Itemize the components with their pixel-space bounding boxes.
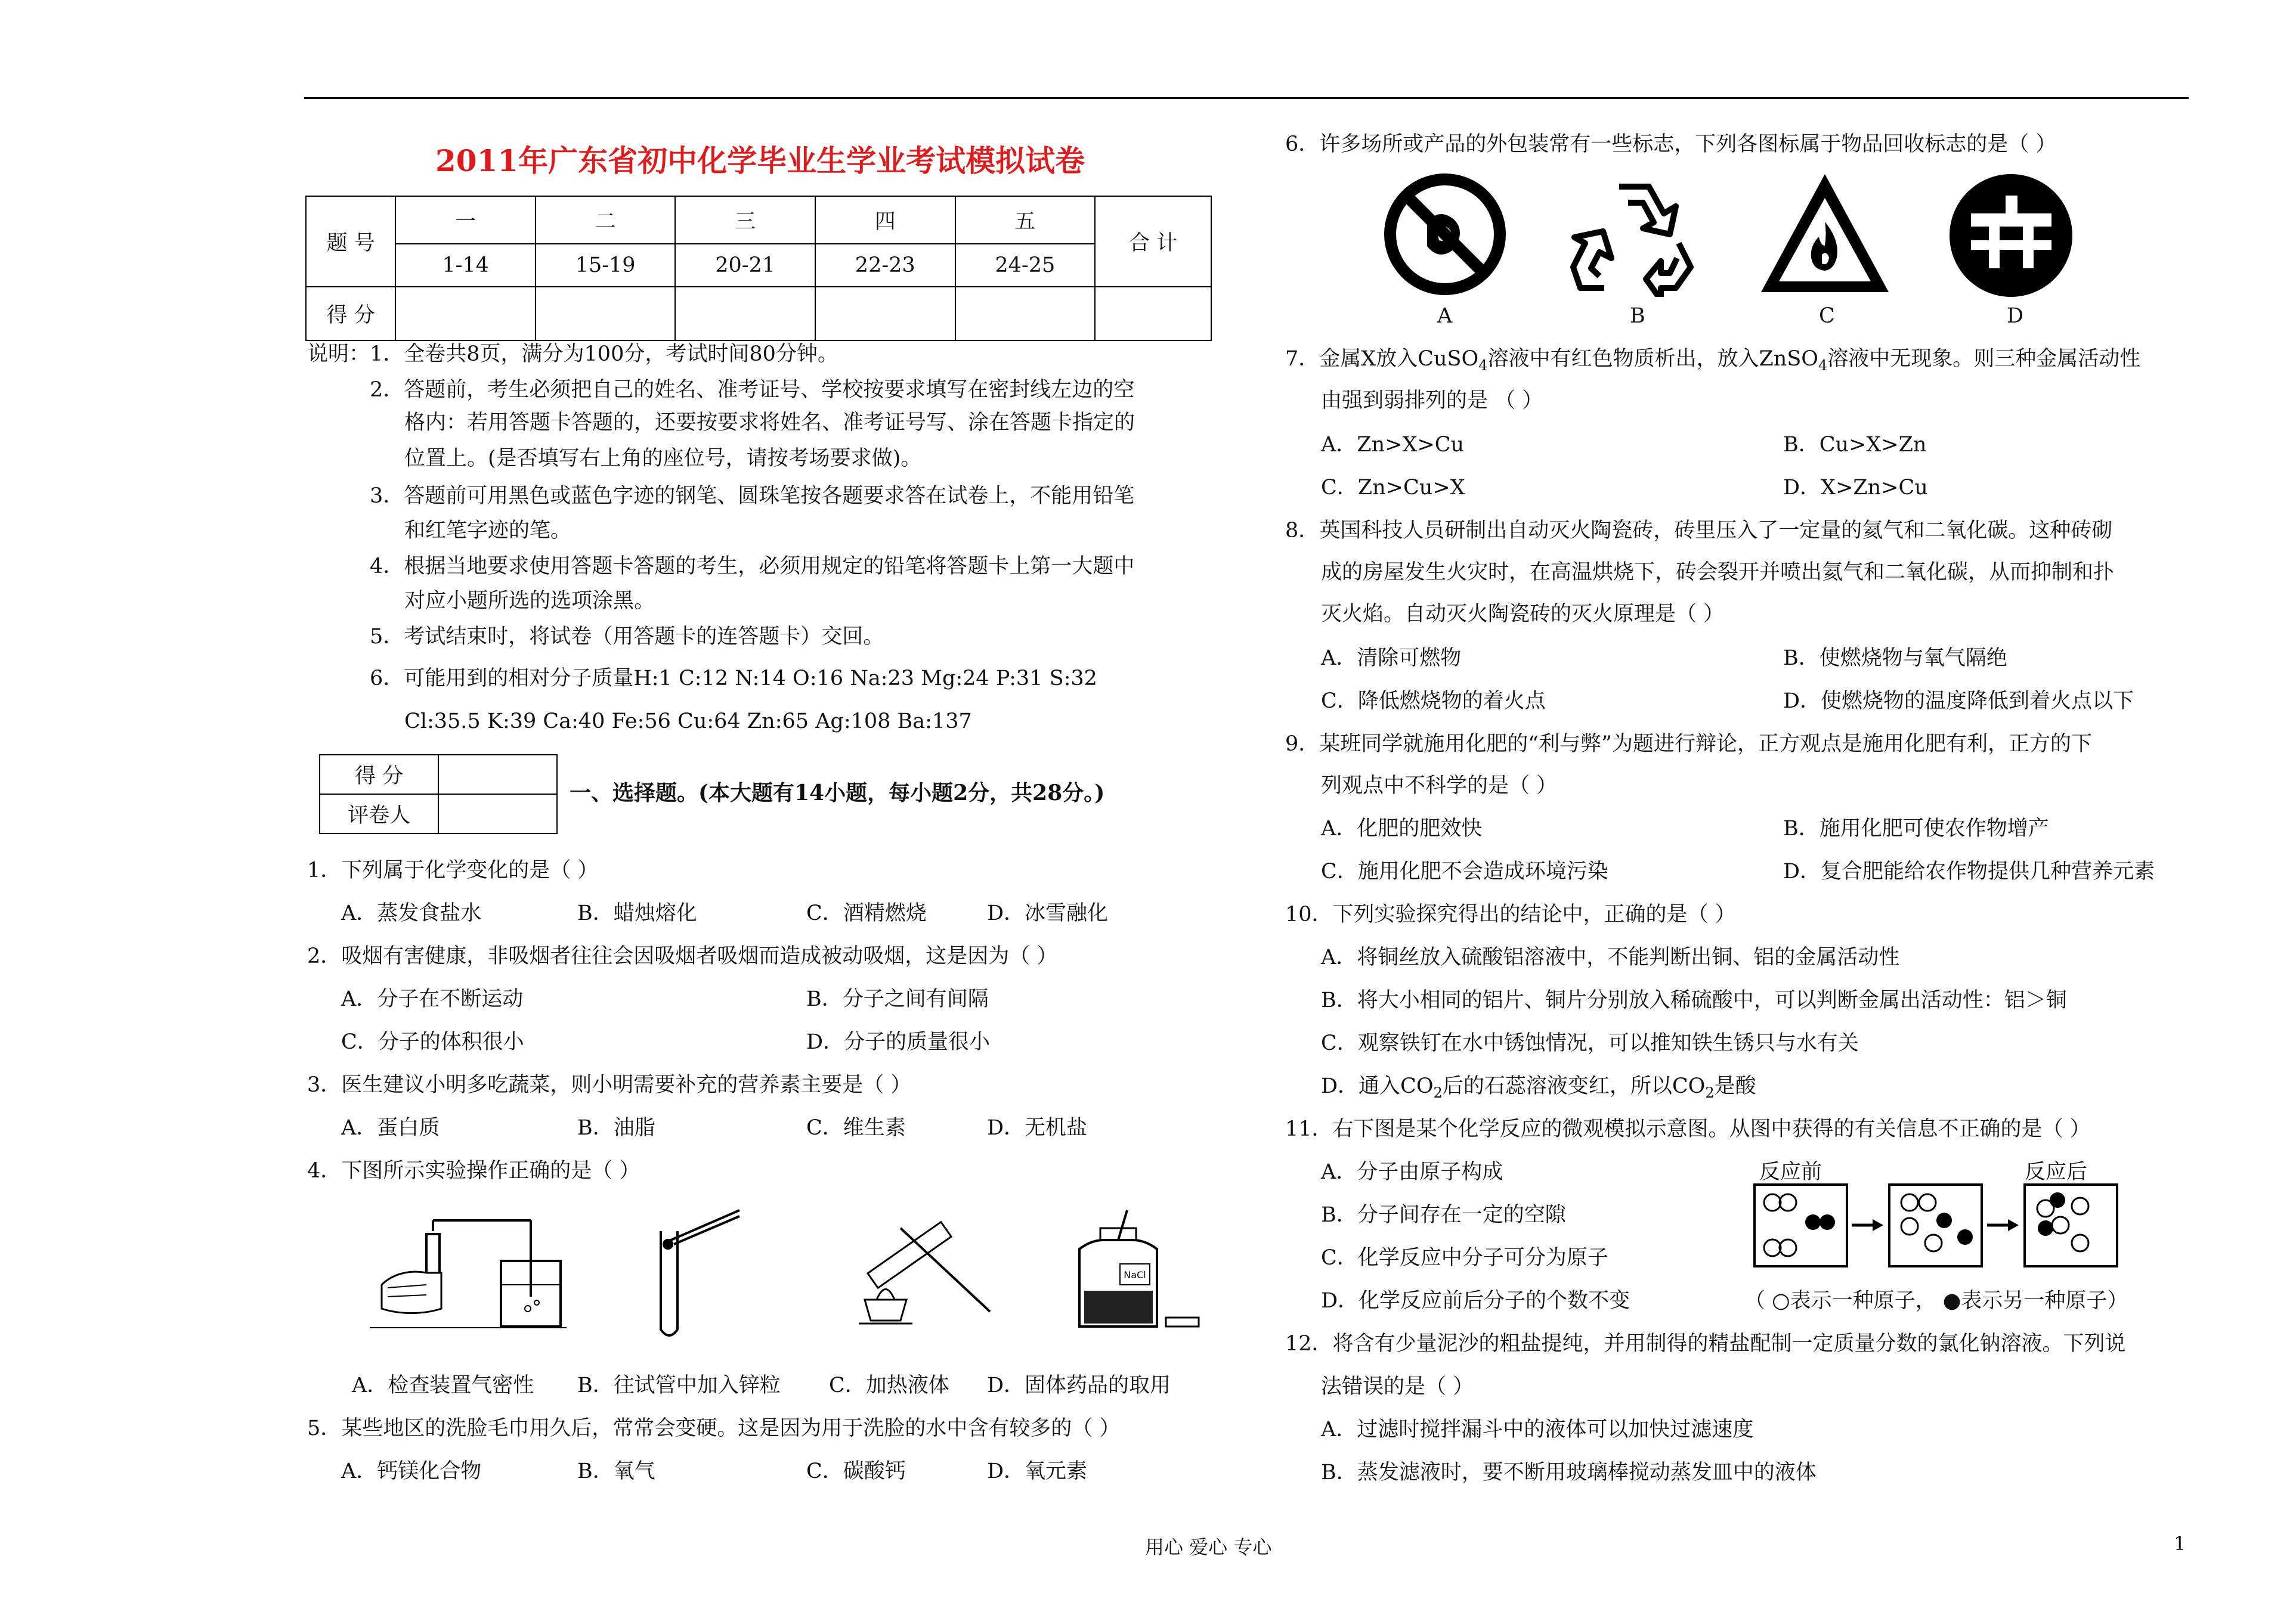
q11-option-d[interactable]: D．化学反应前后分子的个数不变	[1321, 1289, 1630, 1313]
q3-option-a[interactable]: A．蛋白质	[341, 1116, 440, 1140]
q1-option-a[interactable]: A．蒸发食盐水	[341, 901, 482, 925]
section-name-3: 三	[675, 196, 815, 244]
score-cell-3[interactable]	[675, 287, 815, 340]
q2-option-b[interactable]: B．分子之间有间隔	[806, 987, 989, 1011]
total-label: 合 计	[1095, 196, 1211, 287]
q4-option-a[interactable]: A．检查装置气密性	[352, 1374, 534, 1397]
instruction-6: 6．可能用到的相对分子质量H:1 C:12 N:14 O:16 Na:23 Mg:24 P:31 S:32	[370, 667, 1097, 690]
q8-option-d[interactable]: D．使燃烧物的温度降低到着火点以下	[1783, 689, 2134, 713]
instruction-4b: 对应小题所选的选项涂黑。	[404, 589, 655, 613]
q3-option-b[interactable]: B．油脂	[577, 1116, 655, 1140]
q12-stem-1: 12．将含有少量泥沙的粗盐提纯，并用制得的精盐配制一定质量分数的氯化钠溶液。下列说	[1285, 1332, 2126, 1356]
page-title: 2011年广东省初中化学毕业生学业考试模拟试卷	[435, 143, 1085, 178]
section-range-3: 20-21	[675, 244, 815, 287]
q10-d-text-1: D．通入CO	[1321, 1074, 1434, 1098]
q8-stem-3: 灭火焰。自动灭火陶瓷砖的灭火原理是（ ）	[1321, 602, 1725, 626]
q10-stem: 10．下列实验探究得出的结论中，正确的是（ ）	[1285, 903, 1736, 926]
score-cell-total[interactable]	[1095, 287, 1211, 340]
q11-after-label: 反应后	[2025, 1160, 2088, 1184]
q7-text-2: 溶液中有红色物质析出，放入ZnSO	[1487, 347, 1819, 371]
q3-stem: 3．医生建议小明多吃蔬菜，则小明需要补充的营养素主要是（ ）	[307, 1073, 912, 1097]
q11-reaction-diagram	[1753, 1183, 2135, 1270]
recycle-icon[interactable]	[1568, 172, 1700, 297]
q8-option-a[interactable]: A．清除可燃物	[1321, 646, 1462, 670]
q9-option-c[interactable]: C．施用化肥不会造成环境污染	[1321, 860, 1608, 884]
q10-d-sub-2: 2	[1705, 1084, 1715, 1101]
footer-motto: 用心 爱心 专心	[1145, 1536, 1272, 1558]
instruction-6b: Cl:35.5 K:39 Ca:40 Fe:56 Cu:64 Zn:65 Ag:108 Ba:137	[404, 709, 972, 733]
instruction-4: 4．根据当地要求使用答题卡答题的考生，必须用规定的铅笔将答题卡上第一大题中	[370, 554, 1135, 578]
q4-option-d[interactable]: D．固体药品的取用	[987, 1374, 1171, 1397]
q12-option-b[interactable]: B．蒸发滤液时，要不断用玻璃棒搅动蒸发皿中的液体	[1321, 1461, 1817, 1484]
page-number: 1	[2174, 1532, 2186, 1555]
q11-option-c[interactable]: C．化学反应中分子可分为原子	[1321, 1246, 1608, 1270]
score-row-label: 得 分	[306, 287, 395, 340]
q4-option-c[interactable]: C．加热液体	[829, 1374, 949, 1397]
q12-stem-2: 法错误的是（ ）	[1321, 1375, 1474, 1399]
grader-score-cell[interactable]	[438, 755, 557, 794]
q3-option-c[interactable]: C．维生素	[806, 1116, 906, 1140]
q7-sub-1: 4	[1478, 357, 1488, 374]
q7-option-a[interactable]: A．Zn>X>Cu	[1321, 433, 1465, 457]
q2-option-a[interactable]: A．分子在不断运动	[341, 987, 524, 1011]
q7-text-1: 7．金属X放入CuSO	[1285, 347, 1479, 371]
q6-label-c[interactable]: C	[1819, 304, 1835, 328]
q7-option-c[interactable]: C．Zn>Cu>X	[1321, 476, 1465, 500]
q7-text-3: 溶液中无现象。则三种金属活动性	[1827, 347, 2141, 371]
grader-table	[319, 754, 558, 834]
q10-option-c[interactable]: C．观察铁钉在水中锈蚀情况，可以推知铁生锈只与水有关	[1321, 1031, 1859, 1055]
q11-option-a[interactable]: A．分子由原子构成	[1321, 1160, 1503, 1184]
q8-stem-1: 8．英国科技人员研制出自动灭火陶瓷砖，砖里压入了一定量的氦气和二氧化碳。这种砖砌	[1285, 519, 2113, 543]
q10-d-sub-1: 2	[1433, 1084, 1443, 1101]
section-name-1: 一	[395, 196, 535, 244]
q5-option-c[interactable]: C．碳酸钙	[806, 1459, 906, 1483]
q12-option-a[interactable]: A．过滤时搅拌漏斗中的液体可以加快过滤速度	[1321, 1418, 1754, 1442]
q7-sub-2: 4	[1818, 357, 1828, 374]
grader-name-label: 评卷人	[320, 794, 438, 833]
q4-figure-a	[370, 1213, 567, 1332]
q7-option-d[interactable]: D．X>Zn>Cu	[1783, 476, 1928, 500]
q1-option-c[interactable]: C．酒精燃烧	[806, 901, 927, 925]
q10-d-text-2: 后的石蕊溶液变红，所以CO	[1442, 1074, 1706, 1098]
score-cell-4[interactable]	[815, 287, 955, 340]
q7-stem-line2: 由强到弱排列的是 （ ）	[1321, 389, 1543, 413]
section-range-4: 22-23	[815, 244, 955, 287]
q9-option-a[interactable]: A．化肥的肥效快	[1321, 817, 1483, 841]
q5-option-d[interactable]: D．氧元素	[987, 1459, 1088, 1483]
q6-label-b[interactable]: B	[1630, 304, 1645, 328]
q6-label-d[interactable]: D	[2007, 304, 2024, 328]
q10-option-b[interactable]: B．将大小相同的铝片、铜片分别放入稀硫酸中，可以判断金属出活动性：铝＞铜	[1321, 988, 2067, 1012]
q9-option-d[interactable]: D．复合肥能给农作物提供几种营养元素	[1783, 860, 2155, 884]
q9-stem-2: 列观点中不科学的是（ ）	[1321, 774, 1558, 798]
q1-option-d[interactable]: D．冰雪融化	[987, 901, 1109, 925]
q4-figure-b	[650, 1207, 757, 1344]
instruction-5: 5．考试结束时，将试卷（用答题卡的连答题卡）交回。	[370, 625, 884, 649]
q4-stem: 4．下图所示实验操作正确的是（ ）	[307, 1159, 640, 1183]
q7-stem	[1285, 345, 2140, 380]
score-cell-1[interactable]	[395, 287, 535, 340]
q8-option-c[interactable]: C．降低燃烧物的着火点	[1321, 689, 1546, 713]
instruction-2: 2．答题前，考生必须把自己的姓名、准考证号、学校按要求填写在密封线左边的空	[370, 378, 1135, 402]
q10-option-d[interactable]	[1321, 1072, 1756, 1107]
section-name-4: 四	[815, 196, 955, 244]
q11-before-label: 反应前	[1759, 1160, 1822, 1184]
score-table-header-label: 题 号	[306, 196, 395, 287]
grader-score-label: 得 分	[320, 755, 438, 794]
q7-option-b[interactable]: B．Cu>X>Zn	[1783, 433, 1927, 457]
q8-stem-2: 成的房屋发生火灾时，在高温烘烧下，砖会裂开并喷出氦气和二氧化碳，从而抑制和扑	[1321, 560, 2115, 584]
q11-stem: 11．右下图是某个化学反应的微观模拟示意图。从图中获得的有关信息不正确的是（ ）	[1285, 1117, 2091, 1141]
score-table	[305, 196, 1212, 341]
water-saving-icon[interactable]	[1947, 172, 2075, 300]
q11-legend: （ ○表示一种原子， ●表示另一种原子）	[1744, 1289, 2128, 1313]
q6-label-a[interactable]: A	[1437, 304, 1453, 328]
instruction-3: 3．答题前可用黑色或蓝色字迹的钢笔、圆珠笔按各题要求答在试卷上，不能用铅笔	[370, 484, 1135, 508]
section-name-5: 五	[955, 196, 1096, 244]
q4-figure-d	[1067, 1207, 1205, 1338]
q6-stem: 6．许多场所或产品的外包装常有一些标志，下列各图标属于物品回收标志的是（ ）	[1285, 132, 2057, 156]
q5-stem: 5．某些地区的洗脸毛巾用久后，常常会变硬。这是因为用于洗脸的水中含有较多的（ ）	[307, 1417, 1121, 1440]
q5-option-a[interactable]: A．钙镁化合物	[341, 1459, 482, 1483]
section-range-1: 1-14	[395, 244, 535, 287]
header-rule	[304, 97, 2189, 99]
section-range-5: 24-25	[955, 244, 1096, 287]
instructions-lead: 说明：	[307, 342, 370, 366]
q3-option-d[interactable]: D．无机盐	[987, 1116, 1088, 1140]
q1-option-b[interactable]: B．蜡烛熔化	[577, 901, 697, 925]
q4-option-b[interactable]: B．往试管中加入锌粒	[577, 1374, 781, 1397]
q11-option-b[interactable]: B．分子间存在一定的空隙	[1321, 1203, 1566, 1227]
nacl-label: NaCl	[1124, 1269, 1146, 1281]
q5-option-b[interactable]: B．氧气	[577, 1459, 655, 1483]
score-cell-5[interactable]	[955, 287, 1096, 340]
instruction-2c: 位置上。(是否填写右上角的座位号，请按考场要求做)。	[404, 447, 922, 470]
q9-option-b[interactable]: B．施用化肥可使农作物增产	[1783, 817, 2049, 841]
grader-name-cell[interactable]	[438, 794, 557, 833]
section1-heading: 一、选择题。(本大题有14小题，每小题2分，共28分。)	[570, 780, 1105, 805]
no-fire-icon[interactable]	[1382, 172, 1508, 297]
q10-d-text-3: 是酸	[1714, 1074, 1756, 1098]
section-range-2: 15-19	[536, 244, 676, 287]
q4-figure-c	[841, 1210, 996, 1329]
q1-stem: 1．下列属于化学变化的是（ ）	[307, 859, 599, 882]
instruction-1: 1．全卷共8页，满分为100分，考试时间80分钟。	[370, 342, 838, 366]
q2-stem: 2．吸烟有害健康，非吸烟者往往会因吸烟者吸烟而造成被动吸烟，这是因为（ ）	[307, 944, 1058, 968]
q10-option-a[interactable]: A．将铜丝放入硫酸铝溶液中，不能判断出铜、铝的金属活动性	[1321, 946, 1900, 969]
q9-stem-1: 9．某班同学就施用化肥的“利与弊”为题进行辩论，正方观点是施用化肥有利，正方的下	[1285, 732, 2093, 756]
instruction-2b: 格内：若用答题卡答题的，还要按要求将姓名、准考证号写、涂在答题卡指定的	[404, 411, 1135, 435]
q2-option-c[interactable]: C．分子的体积很小	[341, 1030, 524, 1054]
score-cell-2[interactable]	[536, 287, 676, 340]
flammable-warning-icon[interactable]	[1756, 168, 1893, 299]
instruction-3b: 和红笔字迹的笔。	[404, 519, 572, 543]
q2-option-d[interactable]: D．分子的质量很小	[806, 1030, 991, 1054]
section-name-2: 二	[536, 196, 676, 244]
q8-option-b[interactable]: B．使燃烧物与氧气隔绝	[1783, 646, 2007, 670]
